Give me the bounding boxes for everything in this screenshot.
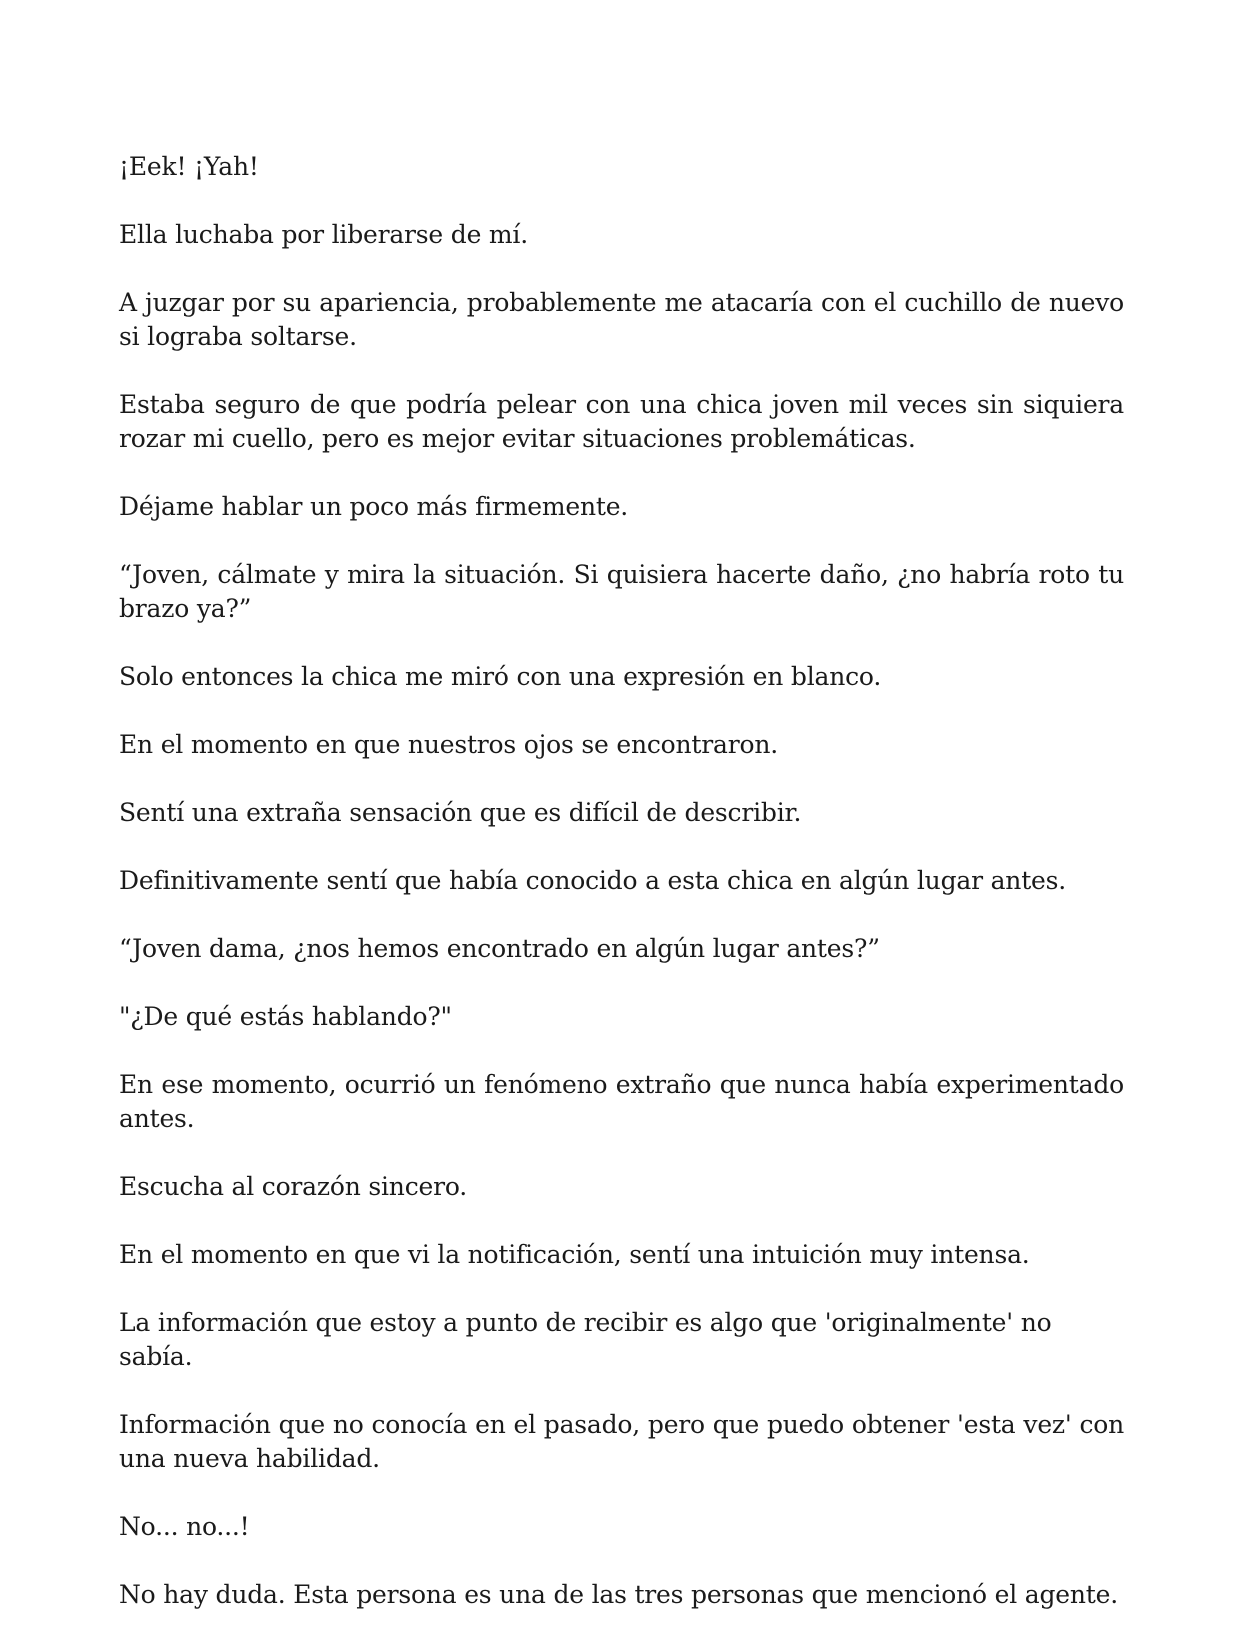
paragraph: Solo entonces la chica me miró con una expresión en blanco. — [119, 662, 882, 691]
paragraph: "¿De qué estás hablando?" — [119, 1002, 452, 1031]
paragraph: Información que no conocía en el pasado, pero que puedo obtener 'esta vez' con una nueva habilidad. — [119, 1410, 1124, 1473]
paragraph: ¡Eek! ¡Yah! — [119, 152, 259, 181]
paragraph: Escucha al corazón sincero. — [119, 1172, 467, 1201]
document-body — [119, 150, 1124, 1646]
paragraph: Estaba seguro de que podría pelear con una chica joven mil veces sin siquiera rozar mi cuello, pero es mejor evitar situaciones problemáticas. — [119, 390, 1124, 453]
paragraph: En el momento en que vi la notificación, sentí una intuición muy intensa. — [119, 1240, 1030, 1269]
paragraph: No hay duda. Esta persona es una de las tres personas que mencionó el agente. — [119, 1580, 1118, 1609]
paragraph: Ella luchaba por liberarse de mí. — [119, 220, 528, 249]
paragraph: Definitivamente sentí que había conocido a esta chica en algún lugar antes. — [119, 866, 1067, 895]
paragraph: “Joven, cálmate y mira la situación. Si quisiera hacerte daño, ¿no habría roto tu brazo ya?” — [119, 560, 1124, 623]
paragraph: La información que estoy a punto de recibir es algo que 'originalmente' no sabía. — [119, 1308, 1052, 1371]
paragraph: A juzgar por su apariencia, probablemente me atacaría con el cuchillo de nuevo si lograba soltarse. — [119, 288, 1124, 351]
paragraph: “Joven dama, ¿nos hemos encontrado en algún lugar antes?” — [119, 934, 880, 963]
paragraph: En ese momento, ocurrió un fenómeno extraño que nunca había experimentado antes. — [119, 1070, 1124, 1133]
paragraph: No... no...! — [119, 1512, 250, 1541]
paragraph: Sentí una extraña sensación que es difícil de describir. — [119, 798, 802, 827]
paragraph: Déjame hablar un poco más firmemente. — [119, 492, 629, 521]
paragraph: En el momento en que nuestros ojos se encontraron. — [119, 730, 778, 759]
